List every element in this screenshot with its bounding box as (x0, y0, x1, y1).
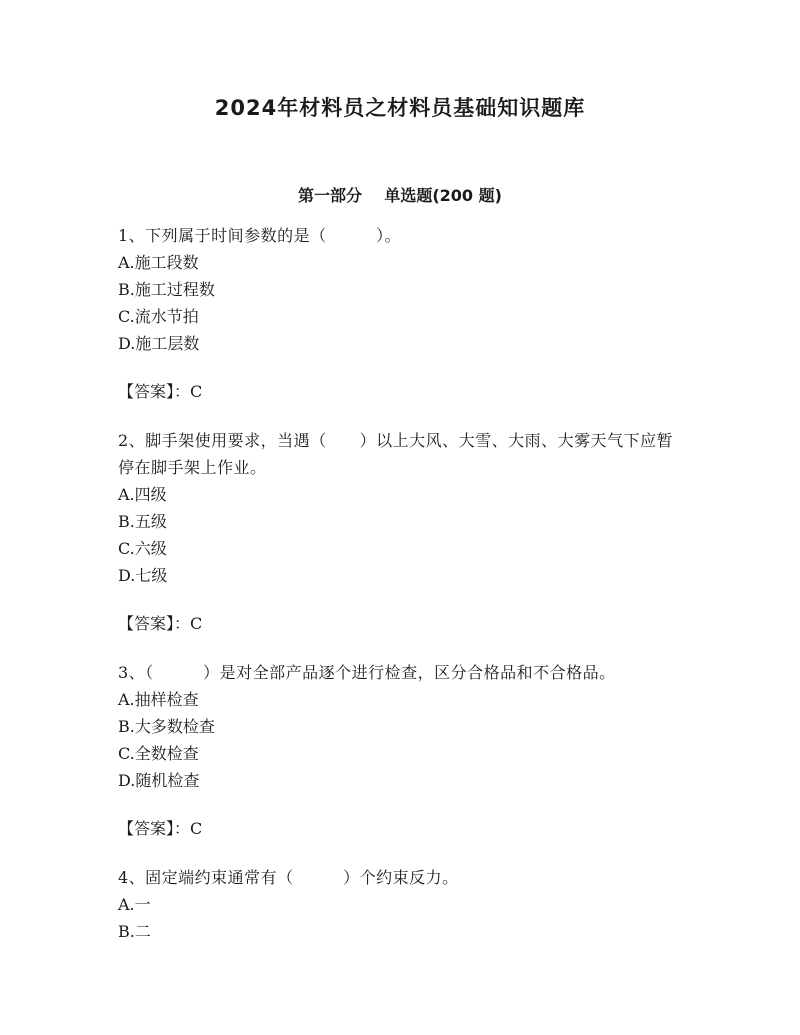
option-c: C.全数检查 (118, 744, 199, 763)
question-item (118, 864, 683, 945)
answer-line: 【答案】：C (118, 819, 203, 838)
question-item (118, 427, 683, 637)
option-d: D.七级 (118, 566, 168, 585)
question-stem: 3、（ ）是对全部产品逐个进行检查，区分合格品和不合格品。 (118, 663, 616, 682)
option-c: C.流水节拍 (118, 307, 199, 326)
question-list (118, 222, 683, 967)
answer-line: 【答案】：C (118, 382, 203, 401)
option-d: D.施工层数 (118, 334, 200, 353)
option-b: B.大多数检查 (118, 717, 215, 736)
question-stem: 2、脚手架使用要求，当遇（ ）以上大风、大雪、大雨、大雾天气下应暂停在脚手架上作业。 (118, 431, 674, 477)
option-c: C.六级 (118, 539, 167, 558)
option-a: A.一 (118, 895, 151, 914)
option-a: A.抽样检查 (118, 690, 199, 709)
question-item (118, 659, 683, 842)
option-b: B.五级 (118, 512, 167, 531)
question-stem: 4、固定端约束通常有（ ）个约束反力。 (118, 868, 459, 887)
question-stem: 1、下列属于时间参数的是（ ）。 (118, 226, 402, 245)
option-b: B.二 (118, 922, 151, 941)
option-a: A.四级 (118, 485, 167, 504)
option-b: B.施工过程数 (118, 280, 215, 299)
option-a: A.施工段数 (118, 253, 199, 272)
option-d: D.随机检查 (118, 771, 200, 790)
page-title: 2024年材料员之材料员基础知识题库 (214, 96, 586, 120)
section-title: 第一部分 单选题(200 题) (298, 186, 502, 205)
answer-line: 【答案】：C (118, 614, 203, 633)
question-item (118, 222, 683, 405)
